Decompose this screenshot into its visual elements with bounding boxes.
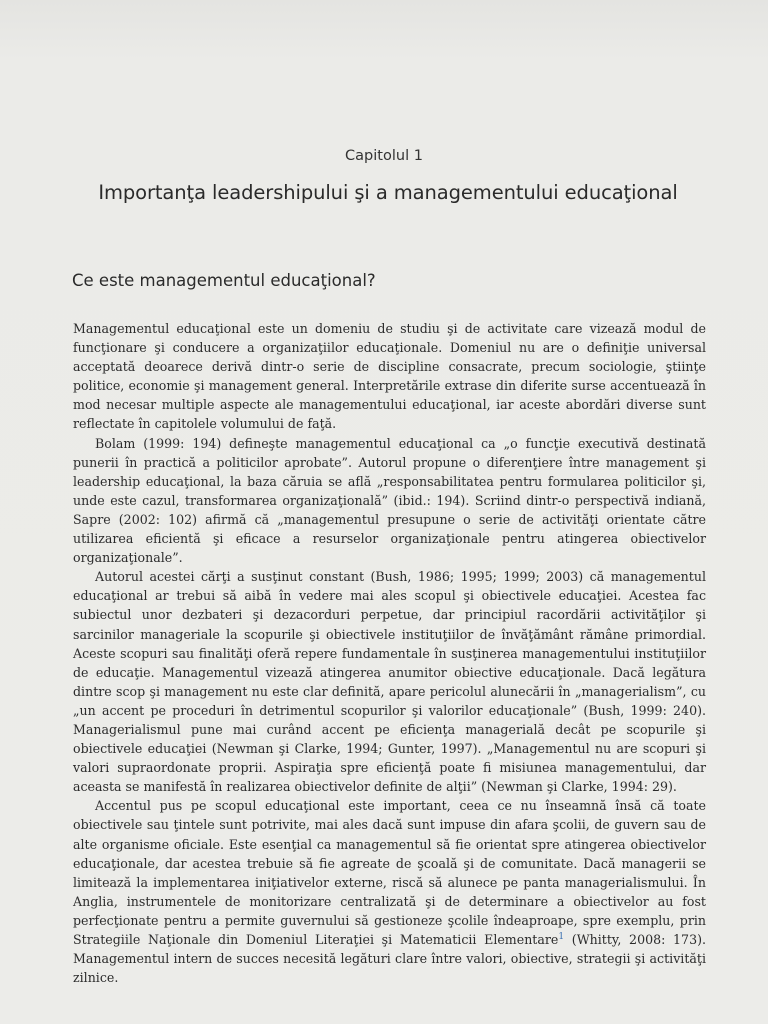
paragraph: Autorul acestei cărţi a susţinut constant (Bush, 1986; 1995; 1999; 2003) că managementul educaţional ar trebui să aibă în vedere mai ales scopul şi obiectivele educaţiei. Acestea fac subiectul unor dezbateri şi dezacorduri perpetue, dar principiul racordării activităţilor şi sarcinilor manageriale la scopurile şi obiectivele instituţiilor de învăţământ rămâne primordial. Aceste scopuri sau finalităţi oferă repere fundamentale în susţinerea managementului instituţiilor de educaţie. Managementul vizează atingerea anumitor obiective educaţionale. Dacă legătura dintre scop şi management nu este clar definită, apare pericolul alunecării în „managerialism”, cu „un accent pe proceduri în detrimentul scopurilor şi valorilor educaţionale” (Bush, 1999: 240). Managerialismul pune mai curând accent pe eficienţa managerială decât pe scopurile şi obiectivele educaţiei (Newman şi Clarke, 1994; Gunter, 1997). „Managementul nu are scopuri şi valori supraordonate proprii. Aspiraţia spre eficienţă poate fi misiunea managementului, dar aceasta se manifestă în realizarea obiectivelor definite de alţii” (Newman şi Clarke, 1994: 29).	[73, 569, 706, 795]
paragraph	[73, 796, 706, 987]
paragraph: Managementul educaţional este un domeniu de studiu şi de activitate care vizează modul de funcţionare şi conducere a organizaţiilor educaţionale. Domeniul nu are o definiţie universal acceptată deoarece derivă dintr-o serie de discipline consacrate, precum sociologie, ştiinţe politice, economie şi management general. Interpretările extrase din diferite surse accentuează în mod necesar multiple aspecte ale managementului educaţional, iar aceste abordări diverse sunt reflectate în capitolele volumului de faţă.	[73, 321, 706, 432]
paragraph: Bolam (1999: 194) defineşte managementul educaţional ca „o funcţie executivă destinată punerii în practică a politicilor aprobate”. Autorul propune o diferenţiere între management şi leadership educaţional, la baza căruia se află „responsabilitatea pentru formularea politicilor şi, unde este cazul, transformarea organizaţională” (ibid.: 194). Scriind dintr-o perspectivă indiană, Sapre (2002: 102) afirmă că „managementul presupune o serie de activităţi orientate către utilizarea eficientă şi eficace a resurselor organizaţionale pentru atingerea obiectivelor organizaţionale”.	[73, 435, 706, 566]
paragraph-text: Accentul pus pe scopul educaţional este important, ceea ce nu înseamnă însă că toate obiectivele sau ţintele sunt potrivite, mai ales dacă sunt impuse din afara şcolii, de guvern sau de alte organisme oficiale. Este esenţial ca managementul să fie orientat spre atingerea obiectivelor educaţionale, dar acestea trebuie să fie agreate de şcoală şi de comunitate. Dacă managerii se limitează la implementarea iniţiativelor externe, riscă să alunece pe panta managerialismului. În Anglia, instrumentele de monitorizare centralizată şi de determinare a obiectivelor au fost perfecţionate pentru a permite guvernului să gestioneze şcolile îndeaproape, spre exemplu, prin Strategiile Naţionale din Domeniul Literaţiei şi Matematicii Elementare	[73, 798, 706, 947]
body-text	[73, 319, 706, 987]
chapter-label: Capitolul 1	[345, 148, 423, 164]
footnote-reference-link[interactable]: 1	[558, 931, 565, 942]
chapter-title: Importanţa leadershipului şi a managementului educaţional	[98, 181, 678, 204]
paragraph-text-continued: (Whitty, 2008: 173). Managementul intern de succes necesită legături clare între valori, obiective, strategii şi activităţi zilnice.	[73, 932, 706, 986]
section-heading: Ce este managementul educaţional?	[72, 271, 376, 290]
